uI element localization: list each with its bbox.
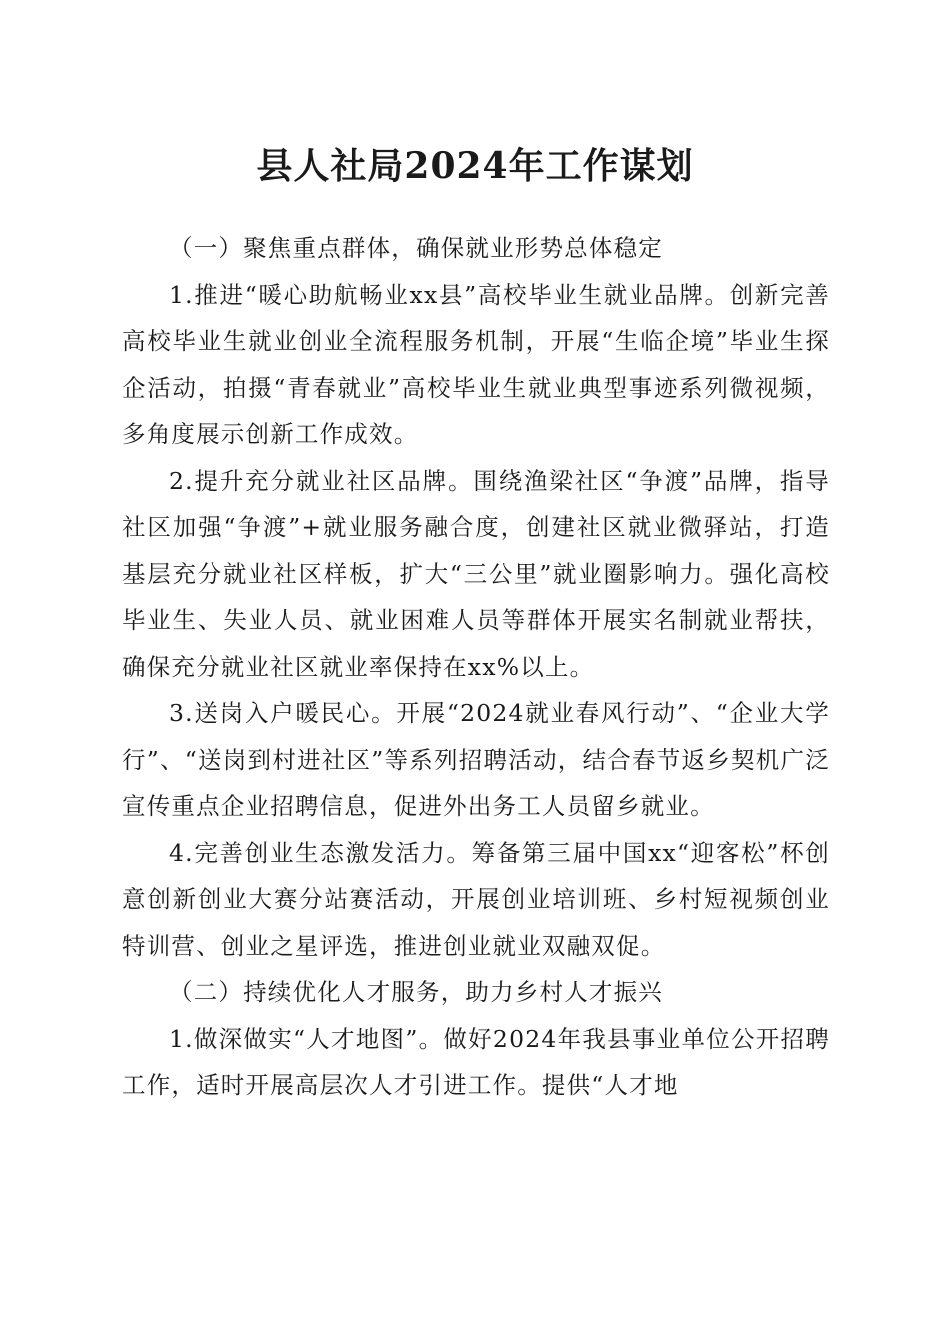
paragraph-community-brand: 2.提升充分就业社区品牌。围绕渔梁社区“争渡”品牌，指导社区加强“争渡”+就业服务融合度，创建社区就业微驿站，打造基层充分就业社区样板，扩大“三公里”就业圈影响力。强化高校毕业生、失业人员、就业困难人员等群体开展实名制就业帮扶，确保充分就业社区就业率保持在xx%以上。: [122, 466, 830, 681]
document-body: [122, 225, 830, 1109]
section-heading-1: （一）聚焦重点群体，确保就业形势总体稳定: [169, 234, 663, 262]
section-heading-2: （二）持续优化人才服务，助力乡村人才振兴: [169, 978, 663, 1006]
paragraph-entrepreneurship: 4.完善创业生态激发活力。筹备第三届中国xx“迎客松”杯创意创新创业大赛分站赛活动，开展创业培训班、乡村短视频创业特训营、创业之星评选，推进创业就业双融双促。: [122, 838, 830, 960]
document-title: 县人社局2024年工作谋划: [256, 145, 694, 187]
paragraph-employment-brand: 1.推进“暖心助航畅业xx县”高校毕业生就业品牌。创新完善高校毕业生就业创业全流程服务机制，开展“生临企境”毕业生探企活动，拍摄“青春就业”高校毕业生就业典型事迹系列微视频，多角度展示创新工作成效。: [122, 280, 830, 448]
paragraph-talent-map: 1.做深做实“人才地图”。做好2024年我县事业单位公开招聘工作，适时开展高层次人才引进工作。提供“人才地: [122, 1024, 830, 1099]
paragraph-job-delivery: 3.送岗入户暖民心。开展“2024就业春风行动”、“企业大学行”、“送岗到村进社区”等系列招聘活动，结合春节返乡契机广泛宣传重点企业招聘信息，促进外出务工人员留乡就业。: [122, 699, 830, 820]
